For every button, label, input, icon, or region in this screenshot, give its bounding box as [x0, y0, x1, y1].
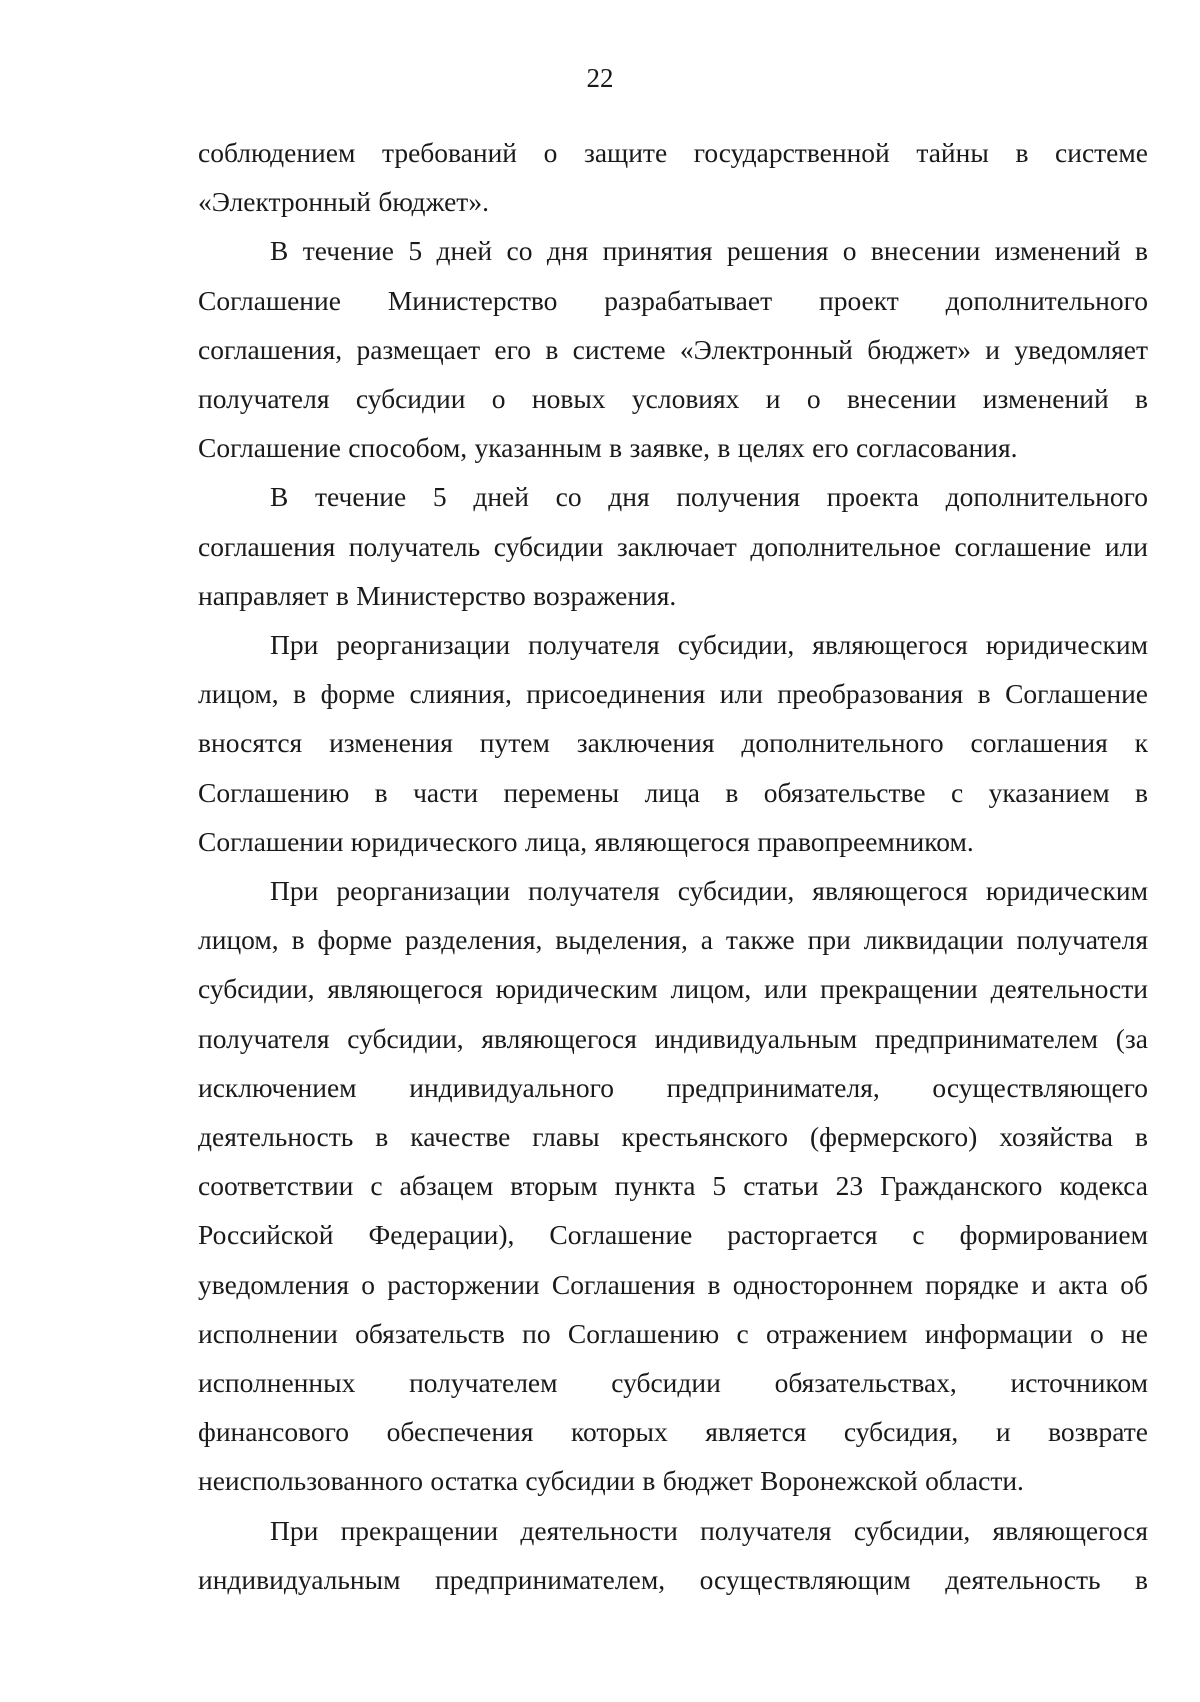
page-number: 22 — [586, 63, 614, 93]
text-line: вносятся изменения путем заключения дополнительного соглашения к — [198, 727, 1148, 759]
text-line: При прекращении деятельности получателя субсидии, являющегося — [270, 1514, 1148, 1546]
text-line: деятельность в качестве главы крестьянского (фермерского) хозяйства в — [198, 1121, 1148, 1153]
text-line: При реорганизации получателя субсидии, являющегося юридическим — [270, 875, 1148, 907]
text-line: соблюдением требований о защите государственной тайны в системе — [198, 137, 1148, 168]
paragraph-5 — [198, 866, 1148, 1506]
text-line: Соглашении юридического лица, являющегося правопреемником. — [198, 825, 974, 857]
text-line: Российской Федерации), Соглашение расторгается с формированием — [198, 1219, 1148, 1251]
text-line: направляет в Министерство возражения. — [198, 579, 677, 611]
text-line: исключением индивидуального предпринимателя, осуществляющего — [198, 1071, 1148, 1103]
text-line: лицом, в форме разделения, выделения, а также при ликвидации получателя — [198, 924, 1148, 956]
text-line: Соглашению в части перемены лица в обязательстве с указанием в — [198, 776, 1148, 808]
paragraph-6 — [198, 1506, 1148, 1604]
text-line: соглашения получатель субсидии заключает дополнительное соглашение или — [198, 530, 1148, 562]
text-line: получателя субсидии о новых условиях и о внесении изменений в — [198, 383, 1148, 415]
text-line: Соглашение Министерство разрабатывает проект дополнительного — [198, 284, 1148, 316]
text-line: соответствии с абзацем вторым пункта 5 статьи 23 Гражданского кодекса — [198, 1170, 1148, 1202]
paragraph-4 — [198, 620, 1148, 866]
paragraph-2 — [198, 226, 1148, 472]
text-line: получателя субсидии, являющегося индивидуальным предпринимателем (за — [198, 1022, 1148, 1054]
document-body — [198, 128, 1148, 1604]
text-line: исполнении обязательств по Соглашению с отражением информации о не — [198, 1317, 1148, 1349]
text-line: В течение 5 дней со дня принятия решения о внесении изменений в — [270, 235, 1148, 267]
text-line: финансового обеспечения которых является субсидия, и возврате — [198, 1416, 1148, 1448]
text-line: соглашения, размещает его в системе «Электронный бюджет» и уведомляет — [198, 333, 1148, 365]
paragraph-3 — [198, 472, 1148, 620]
text-line: исполненных получателем субсидии обязательствах, источником — [198, 1367, 1148, 1399]
text-line: субсидии, являющегося юридическим лицом, или прекращении деятельности — [198, 973, 1148, 1005]
text-line: Соглашение способом, указанным в заявке, в целях его согласования. — [198, 432, 1018, 464]
text-line: «Электронный бюджет». — [198, 186, 489, 218]
text-line: неиспользованного остатка субсидии в бюджет Воронежской области. — [198, 1465, 1024, 1497]
text-line: В течение 5 дней со дня получения проекта дополнительного — [270, 481, 1148, 513]
text-line: лицом, в форме слияния, присоединения или преобразования в Соглашение — [198, 678, 1148, 710]
paragraph-1 — [198, 128, 1148, 226]
text-line: индивидуальным предпринимателем, осуществляющим деятельность в — [198, 1563, 1148, 1595]
text-line: уведомления о расторжении Соглашения в одностороннем порядке и акта об — [198, 1268, 1148, 1300]
text-line: При реорганизации получателя субсидии, являющегося юридическим — [270, 629, 1148, 661]
